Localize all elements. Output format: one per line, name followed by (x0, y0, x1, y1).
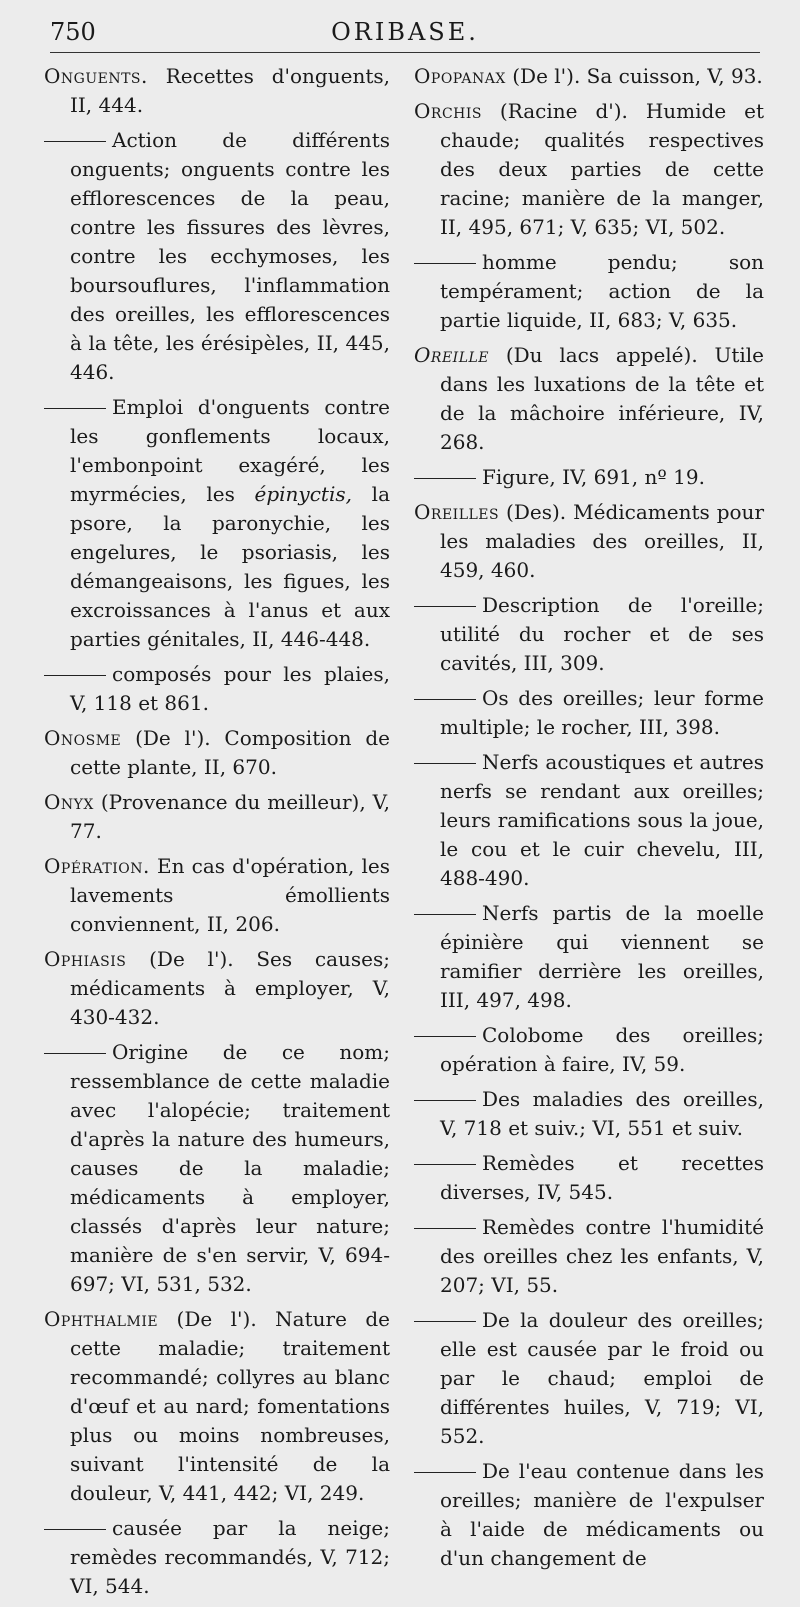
subentry-text: composés pour les plaies, V, 118 et 861. (70, 662, 390, 715)
page-header (50, 18, 760, 52)
entry-text: (De l'). Composition de cette plante, II, 670. (70, 726, 390, 779)
left-column (44, 62, 390, 1607)
running-title: ORIBASE. (331, 18, 479, 46)
entry-text: (De l'). Sa cuisson, V, 93. (505, 64, 763, 88)
italic-term: épinyctis, (254, 482, 352, 506)
index-entry (414, 97, 764, 242)
ditto-dash (414, 263, 476, 264)
subentry-text: Nerfs acoustiques et autres nerfs se rendant aux oreilles; leurs ramifications sous la joue, le cou et le cuir chevelu, III, 488-490. (440, 750, 764, 890)
index-subentry (414, 1085, 764, 1143)
index-subentry (414, 1149, 764, 1207)
entry-headword: Oreilles (414, 500, 500, 524)
subentry-text: Colobome des oreilles; opération à faire, IV, 59. (440, 1023, 764, 1076)
entry-text: Recettes d'onguents, II, 444. (70, 64, 390, 117)
index-entry (44, 945, 390, 1032)
subentry-text: Remèdes contre l'humidité des oreilles chez les enfants, V, 207; VI, 55. (440, 1215, 764, 1297)
entry-headword: Orchis (414, 99, 482, 123)
ditto-dash (414, 914, 476, 915)
ditto-dash (44, 1053, 106, 1054)
ditto-dash (414, 1100, 476, 1101)
index-entry (44, 852, 390, 939)
ditto-dash (44, 408, 106, 409)
subentry-text: la psore, la paronychie, les engelures, le psoriasis, les démangeaisons, les figues, les excroissances à l'anus et aux parties génitales, II, 446-448. (70, 482, 390, 651)
entry-text: (De l'). Ses causes; médicaments à employer, V, 430-432. (70, 947, 390, 1029)
entry-text: (De l'). Nature de cette maladie; traitement recommandé; collyres au blanc d'œuf et au nard; fomentations plus ou moins nombreuses, suivant l'intensité de la douleur, V, 441, 442; VI, 249. (70, 1307, 390, 1505)
entry-headword: Oreille (414, 343, 490, 367)
index-subentry (414, 1457, 764, 1573)
entry-headword: Ophiasis (44, 947, 127, 971)
index-subentry (414, 463, 764, 492)
ditto-dash (414, 606, 476, 607)
index-entry (44, 724, 390, 782)
entry-text: (Provenance du meilleur), V, 77. (70, 790, 390, 843)
subentry-text: Nerfs partis de la moelle épinière qui viennent se ramifier derrière les oreilles, III, 497, 498. (440, 901, 764, 1012)
subentry-text: Origine de ce nom; ressemblance de cette maladie avec l'alopécie; traitement d'après la nature des humeurs, causes de la maladie; médicaments à employer, classés d'après leur nature; manière de s'en servir, V, 694-697; VI, 531, 532. (70, 1040, 390, 1296)
subentry-text: De la douleur des oreilles; elle est causée par le froid ou par le chaud; emploi de différentes huiles, V, 719; VI, 552. (440, 1308, 764, 1448)
index-subentry (44, 126, 390, 387)
entry-headword: Opopanax (414, 64, 506, 88)
ditto-dash (414, 1164, 476, 1165)
ditto-dash (44, 675, 106, 676)
subentry-text: Figure, IV, 691, nº 19. (482, 465, 705, 489)
index-subentry (414, 684, 764, 742)
index-subentry (414, 248, 764, 335)
subentry-text: Des maladies des oreilles, V, 718 et suiv.; VI, 551 et suiv. (440, 1087, 764, 1140)
ditto-dash (414, 478, 476, 479)
ditto-dash (414, 1036, 476, 1037)
index-subentry (414, 748, 764, 893)
entry-text: (Racine d'). Humide et chaude; qualités respectives des deux parties de cette racine; manière de la manger, II, 495, 671; V, 635; VI, 502. (440, 99, 764, 239)
index-entry (414, 62, 764, 91)
ditto-dash (414, 1472, 476, 1473)
index-entry (414, 498, 764, 585)
ditto-dash (414, 1321, 476, 1322)
ditto-dash (44, 1529, 106, 1530)
subentry-text: Action de différents onguents; onguents contre les efflorescences de la peau, contre les fissures des lèvres, contre les ecchymoses, les boursouflures, l'inflammation des oreilles, les efflorescences à la tête, les érésipèles, II, 445, 446. (70, 128, 390, 384)
right-column (414, 62, 764, 1579)
subentry-text: causée par la neige; remèdes recommandés, V, 712; VI, 544. (70, 1516, 390, 1598)
subentry-text: Description de l'oreille; utilité du rocher et de ses cavités, III, 309. (440, 593, 764, 675)
subentry-text: homme pendu; son tempérament; action de la partie liquide, II, 683; V, 635. (440, 250, 764, 332)
index-subentry (414, 1021, 764, 1079)
index-entry (44, 1305, 390, 1508)
subentry-text: Emploi d'onguents contre les gonflements locaux, l'embonpoint exagéré, les myrmécies, les (70, 395, 390, 506)
subentry-text: De l'eau contenue dans les oreilles; manière de l'expulser à l'aide de médicaments ou d'un changement de (440, 1459, 764, 1570)
entry-text: (Des). Médicaments pour les maladies des oreilles, II, 459, 460. (440, 500, 764, 582)
index-subentry (44, 1038, 390, 1299)
index-subentry (414, 1306, 764, 1451)
entry-headword: Onyx (44, 790, 94, 814)
index-subentry (414, 591, 764, 678)
entry-text: (Du lacs appelé). Utile dans les luxations de la tête et de la mâchoire inférieure, IV, 268. (440, 343, 764, 454)
entry-headword: Ophthalmie (44, 1307, 159, 1331)
header-rule (50, 52, 760, 53)
index-subentry (414, 1213, 764, 1300)
ditto-dash (414, 699, 476, 700)
index-subentry (414, 899, 764, 1015)
index-subentry (44, 660, 390, 718)
entry-headword: Opération. (44, 854, 150, 878)
entry-text: En cas d'opération, les lavements émollients conviennent, II, 206. (70, 854, 390, 936)
subentry-text: Remèdes et recettes diverses, IV, 545. (440, 1151, 764, 1204)
ditto-dash (414, 1228, 476, 1229)
index-entry (414, 341, 764, 457)
ditto-dash (44, 141, 106, 142)
index-entry (44, 788, 390, 846)
entry-headword: Onosme (44, 726, 122, 750)
ditto-dash (414, 763, 476, 764)
entry-headword: Onguents. (44, 64, 148, 88)
subentry-text: Os des oreilles; leur forme multiple; le rocher, III, 398. (440, 686, 764, 739)
index-entry (44, 62, 390, 120)
page-number: 750 (50, 18, 96, 46)
index-subentry (44, 393, 390, 654)
index-subentry (44, 1514, 390, 1601)
